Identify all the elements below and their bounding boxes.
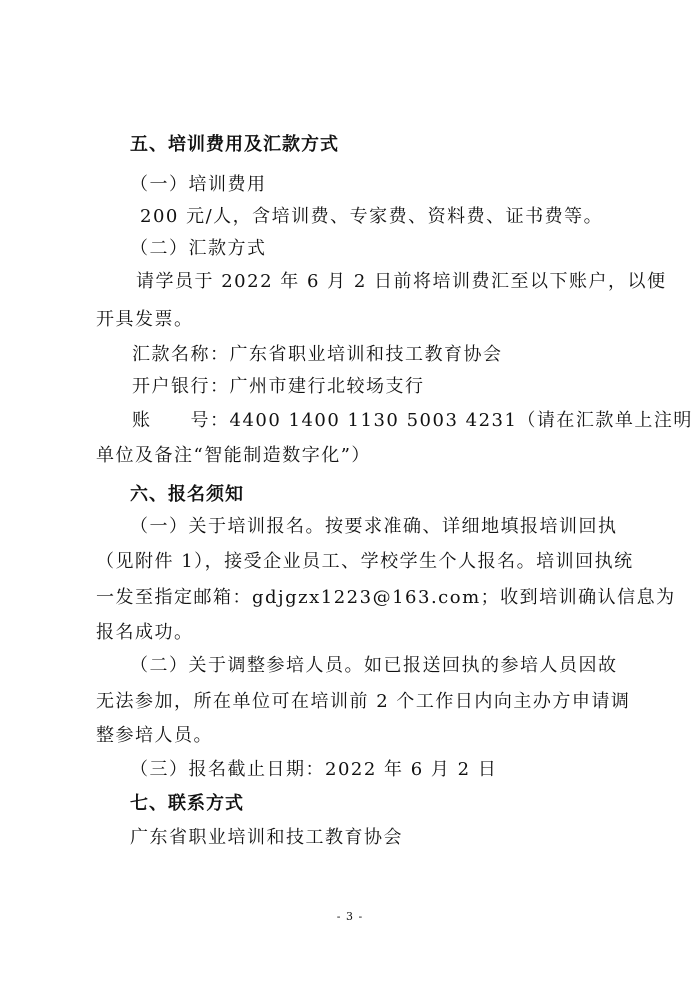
remit-text-line-2: 开具发票。 [96,309,194,330]
account-number-line-2: 单位及备注“智能制造数字化”） [96,445,371,466]
registration-deadline: （三）报名截止日期：2022 年 6 月 2 日 [130,759,498,780]
registration-item-2-line-3: 整参培人员。 [96,725,213,746]
fee-text: 200 元/人，含培训费、专家费、资料费、证书费等。 [140,206,604,227]
account-name: 汇款名称：广东省职业培训和技工教育协会 [132,344,503,365]
section-5-heading: 五、培训费用及汇款方式 [130,134,339,155]
section-7-heading: 七、联系方式 [130,793,244,814]
fee-subheading: （一）培训费用 [130,174,267,195]
bank-name: 开户银行：广州市建行北较场支行 [132,376,425,397]
section-6-heading: 六、报名须知 [130,484,244,505]
registration-item-1-line-4: 报名成功。 [96,622,194,643]
registration-item-1-line-3: 一发至指定邮箱：gdjgzx1223@163.com；收到培训确认信息为 [96,587,676,608]
registration-item-1-line-1: （一）关于培训报名。按要求准确、详细地填报培训回执 [130,516,618,537]
account-number-line-1: 账 号：4400 1400 1130 5003 4231（请在汇款单上注明 [132,410,693,431]
page-number: - 3 - [336,910,364,923]
registration-item-2-line-1: （二）关于调整参培人员。如已报送回执的参培人员因故 [130,655,618,676]
remit-subheading: （二）汇款方式 [130,238,267,259]
registration-item-1-line-2: （见附件 1），接受企业员工、学校学生个人报名。培训回执统 [96,551,634,572]
contact-organization: 广东省职业培训和技工教育协会 [130,827,403,848]
registration-item-2-line-2: 无法参加，所在单位可在培训前 2 个工作日内向主办方申请调 [96,691,631,712]
remit-text-line-1: 请学员于 2022 年 6 月 2 日前将培训费汇至以下账户，以便 [136,271,667,292]
